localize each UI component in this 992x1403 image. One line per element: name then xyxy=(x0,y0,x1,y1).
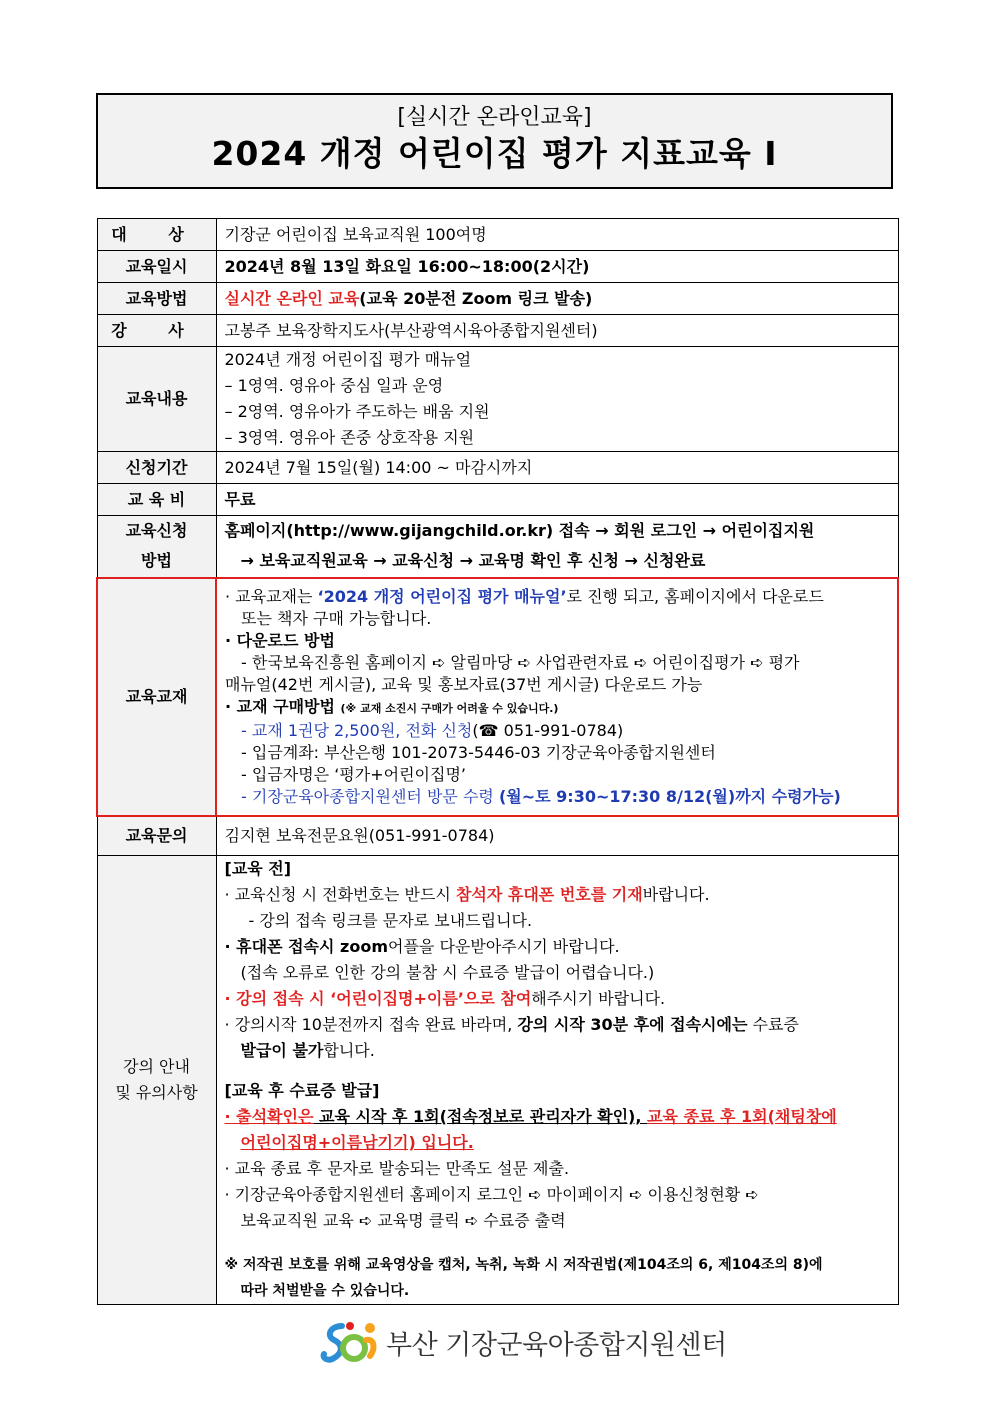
row-date xyxy=(97,251,898,283)
value-lecturer: 고봉주 보육장학지도사(부산광역시육아종합지원센터) xyxy=(216,315,898,347)
value-target: 기장군 어린이집 보육교직원 100여명 xyxy=(216,219,898,251)
org-logo-icon xyxy=(320,1318,378,1366)
title-box xyxy=(96,93,893,189)
label-content: 교육내용 xyxy=(97,347,216,452)
material-price: - 교재 1권당 2,500원, 전화 신청 xyxy=(241,720,473,740)
copyright-notice: ※ 저작권 보호를 위해 교육영상을 캡처, 녹취, 녹화 시 저작권법(제104조의 6, 제104조의 8)에 xyxy=(224,1257,823,1273)
row-method xyxy=(97,283,898,315)
footer xyxy=(320,1317,727,1367)
label-notes: 강의 안내 및 유의사항 xyxy=(97,856,216,1305)
row-period xyxy=(97,452,898,484)
label-apply: 교육신청 방법 xyxy=(97,516,216,578)
label-period: 신청기간 xyxy=(97,452,216,484)
value-apply xyxy=(216,516,898,578)
notes-after-title: [교육 후 수료증 발급] xyxy=(224,1081,380,1100)
row-fee xyxy=(97,484,898,516)
apply-line-2: → 보육교직원교육 → 교육신청 → 교육명 확인 후 신청 → 신청완료 xyxy=(240,551,706,571)
label-lecturer: 강 사 xyxy=(97,315,216,347)
label-method: 교육방법 xyxy=(97,283,216,315)
row-lecturer xyxy=(97,315,898,347)
value-date: 2024년 8월 13일 화요일 16:00~18:00(2시간) xyxy=(216,251,898,283)
label-target: 대 상 xyxy=(97,219,216,251)
value-fee: 무료 xyxy=(216,484,898,516)
title-subtitle: [실시간 온라인교육] xyxy=(397,105,592,130)
org-name: 부산 기장군육아종합지원센터 xyxy=(386,1329,727,1361)
row-material xyxy=(97,578,898,816)
row-notes xyxy=(97,856,898,1305)
label-inquiry: 교육문의 xyxy=(97,816,216,856)
label-date: 교육일시 xyxy=(97,251,216,283)
method-highlight: 실시간 온라인 교육 xyxy=(224,288,360,308)
content-line: – 2영역. 영유아가 주도하는 배움 지원 xyxy=(224,402,490,421)
info-table xyxy=(96,218,899,1305)
label-material: 교육교재 xyxy=(97,578,216,816)
notes-before-title: [교육 전] xyxy=(224,859,292,878)
page-title: 2024 개정 어린이집 평가 지표교육 Ⅰ xyxy=(211,134,778,173)
method-detail: (교육 20분전 Zoom 링크 발송) xyxy=(359,288,593,308)
content-line: 2024년 개정 어린이집 평가 매뉴얼 xyxy=(224,350,472,369)
content-line: – 3영역. 영유아 존중 상호작용 지원 xyxy=(224,428,475,447)
apply-line-1: 홈페이지(http://www.gijangchild.or.kr) 접속 → 회원 로그인 → 어린이집지원 xyxy=(224,521,815,541)
row-target xyxy=(97,219,898,251)
row-inquiry xyxy=(97,816,898,856)
row-apply xyxy=(97,516,898,578)
value-inquiry: 김지현 보육전문요원(051-991-0784) xyxy=(216,816,898,856)
content-line: – 1영역. 영유아 중심 일과 운영 xyxy=(224,376,444,395)
value-notes: [교육 전] · 교육신청 시 전화번호는 반드시 참석자 휴대폰 번호를 기재바랍니다. - 강의 접속 링크를 문자로 보내드립니다. · 휴대폰 접속시 zoom어플을 다운받아주시기 바랍니다. (접속 오류로 인한 강의 불참 시 수료증 발급이 어렵습니다.) · 강의 접속 시 ‘어린이집명+이름’으로 참여해주시기 바랍니다. · 강의시작 10분전까지 접속 완료 바라며, 강의 시작 30분 후에 접속시에는 수료증 발급이 불가합니다. [교육 후 수료증 발급] · 출석확인은 교육 시작 후 1회(접속정보로 관리자가 확인), 교육 종료 후 1회(채팅창에 어린이집명+이름남기기) 입니다. · 교육 종료 후 문자로 발송되는 만족도 설문 제출. · 기장군육아종합지원센터 홈페이지 로그인 ➪ 마이페이지 ➪ 이용신청현황 ➪ 보육교직원 교육 ➪ 교육명 클릭 ➪ 수료증 출력 ※ 저작권 보호를 위해 교육영상을 캡처, 녹취, 녹화 시 저작권법(제104조의 6, 제104조의 8)에 따라 처벌받을 수 있습니다. xyxy=(216,856,898,1305)
material-title: ‘2024 개정 어린이집 평가 매뉴얼’ xyxy=(317,586,567,606)
label-fee: 교 육 비 xyxy=(97,484,216,516)
value-content xyxy=(216,347,898,452)
value-period: 2024년 7월 15일(월) 14:00 ~ 마감시까지 xyxy=(216,452,898,484)
value-material: · 교육교재는 ‘2024 개정 어린이집 평가 매뉴얼’로 진행 되고, 홈페이지에서 다운로드 또는 책자 구매 가능합니다. · 다운로드 방법 - 한국보육진흥원 홈페이지 ➪ 알림마당 ➪ 사업관련자료 ➪ 어린이집평가 ➪ 평가 매뉴얼(42번 게시글), 교육 및 홍보자료(37번 게시글) 다운로드 가능 · 교재 구매방법 (※ 교재 소진시 구매가 어려울 수 있습니다.) - 교재 1권당 2,500원, 전화 신청(☎ 051-991-0784) - 입금계좌: 부산은행 101-2073-5446-03 기장군육아종합지원센터 - 입금자명은 ‘평가+어린이집명’ - 기장군육아종합지원센터 방문 수령 (월~토 9:30~17:30 8/12(월)까지 수령가능) xyxy=(216,578,898,816)
value-method xyxy=(216,283,898,315)
row-content xyxy=(97,347,898,452)
